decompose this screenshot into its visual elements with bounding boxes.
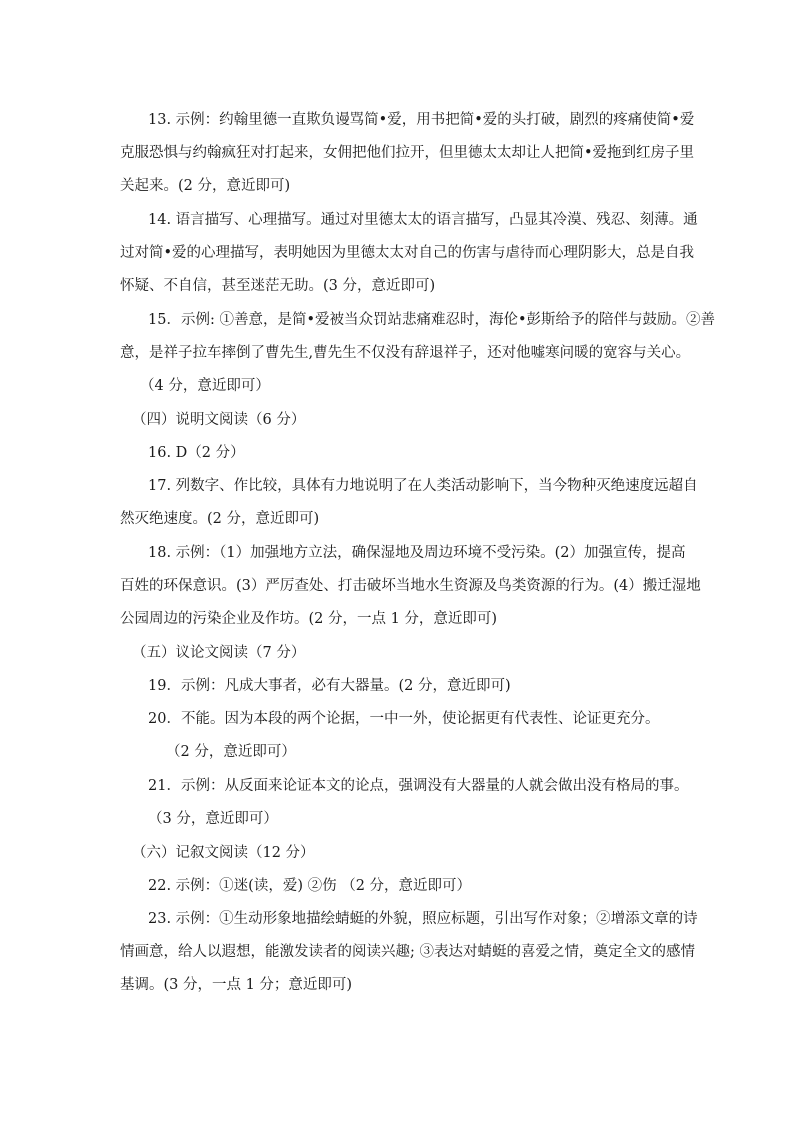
answer-20: 20．不能。因为本段的两个论据，一中一外，使论据更有代表性、论证更充分。 [148,711,660,727]
answer-20-score: （2 分，意近即可） [166,744,296,760]
answer-14-line-3: 怀疑、不自信，甚至迷茫无助。(3 分，意近即可) [120,278,436,294]
answer-14-line-1: 14. 语言描写、心理描写。通过对里德太太的语言描写，凸显其冷漠、残忍、刻薄。通 [148,212,698,228]
answer-23-line-1: 23. 示例：①生动形象地描绘蜻蜓的外貌，照应标题，引出写作对象；②增添文章的诗 [148,911,698,927]
answer-22: 22. 示例：①迷(读，爱) ②伤 （2 分，意近即可） [148,878,472,894]
answer-21: 21．示例：从反面来论证本文的论点，强调没有大器量的人就会做出没有格局的事。 [148,778,689,794]
answer-13-line-2: 克服恐惧与约翰疯狂对打起来，女佣把他们拉开，但里德太太却让人把简•爱拖到红房子里 [120,145,695,161]
answer-19: 19．示例：凡成大事者，必有大器量。(2 分，意近即可) [148,678,511,694]
section-heading-5: （五）议论文阅读（7 分） [132,645,306,661]
answer-17-line-2: 然灭绝速度。(2 分，意近即可) [120,511,320,527]
answer-23-line-3: 基调。(3 分，一点 1 分；意近即可) [120,977,353,993]
answer-16: 16. D（2 分） [148,445,245,461]
answer-15-score: （4 分，意近即可） [140,378,270,394]
section-heading-4: （四）说明文阅读（6 分） [132,412,306,428]
answer-13-line-1: 13. 示例：约翰里德一直欺负谩骂简•爱，用书把简•爱的头打破，剧烈的疼痛使简•爱 [148,112,695,128]
answer-18-line-1: 18. 示例：（1）加强地方立法，确保湿地及周边环境不受污染。(2）加强宣传，提高 [148,545,686,561]
answer-14-line-2: 过对简•爱的心理描写，表明她因为里德太太对自己的伤害与虐待而心理阴影大，总是自我 [120,245,695,261]
answer-15-line-1: 15．示例: ①善意，是简•爱被当众罚站悲痛难忍时，海伦•彭斯给予的陪伴与鼓励。②善 [148,312,716,328]
answer-18-line-3: 公园周边的污染企业及作坊。(2 分，一点 1 分，意近即可) [120,611,498,627]
answer-15-line-2: 意，是祥子拉车摔倒了曹先生,曹先生不仅没有辞退祥子，还对他嘘寒问暖的宽容与关心。 [120,345,691,361]
answer-21-score: （3 分，意近即可） [148,811,278,827]
answer-17-line-1: 17. 列数字、作比较，具体有力地说明了在人类活动影响下，当今物种灭绝速度远超自 [148,478,698,494]
answer-23-line-2: 情画意，给人以遐想，能激发读者的阅读兴趣; ③表达对蜻蜓的喜爱之情，奠定全文的感情 [120,944,695,960]
section-heading-6: （六）记叙文阅读（12 分） [132,845,315,861]
answer-13-line-3: 关起来。(2 分，意近即可) [120,178,291,194]
answer-18-line-2: 百姓的环保意识。(3）严厉查处、打击破坏当地水生资源及鸟类资源的行为。(4）搬迁湿地 [120,578,701,594]
